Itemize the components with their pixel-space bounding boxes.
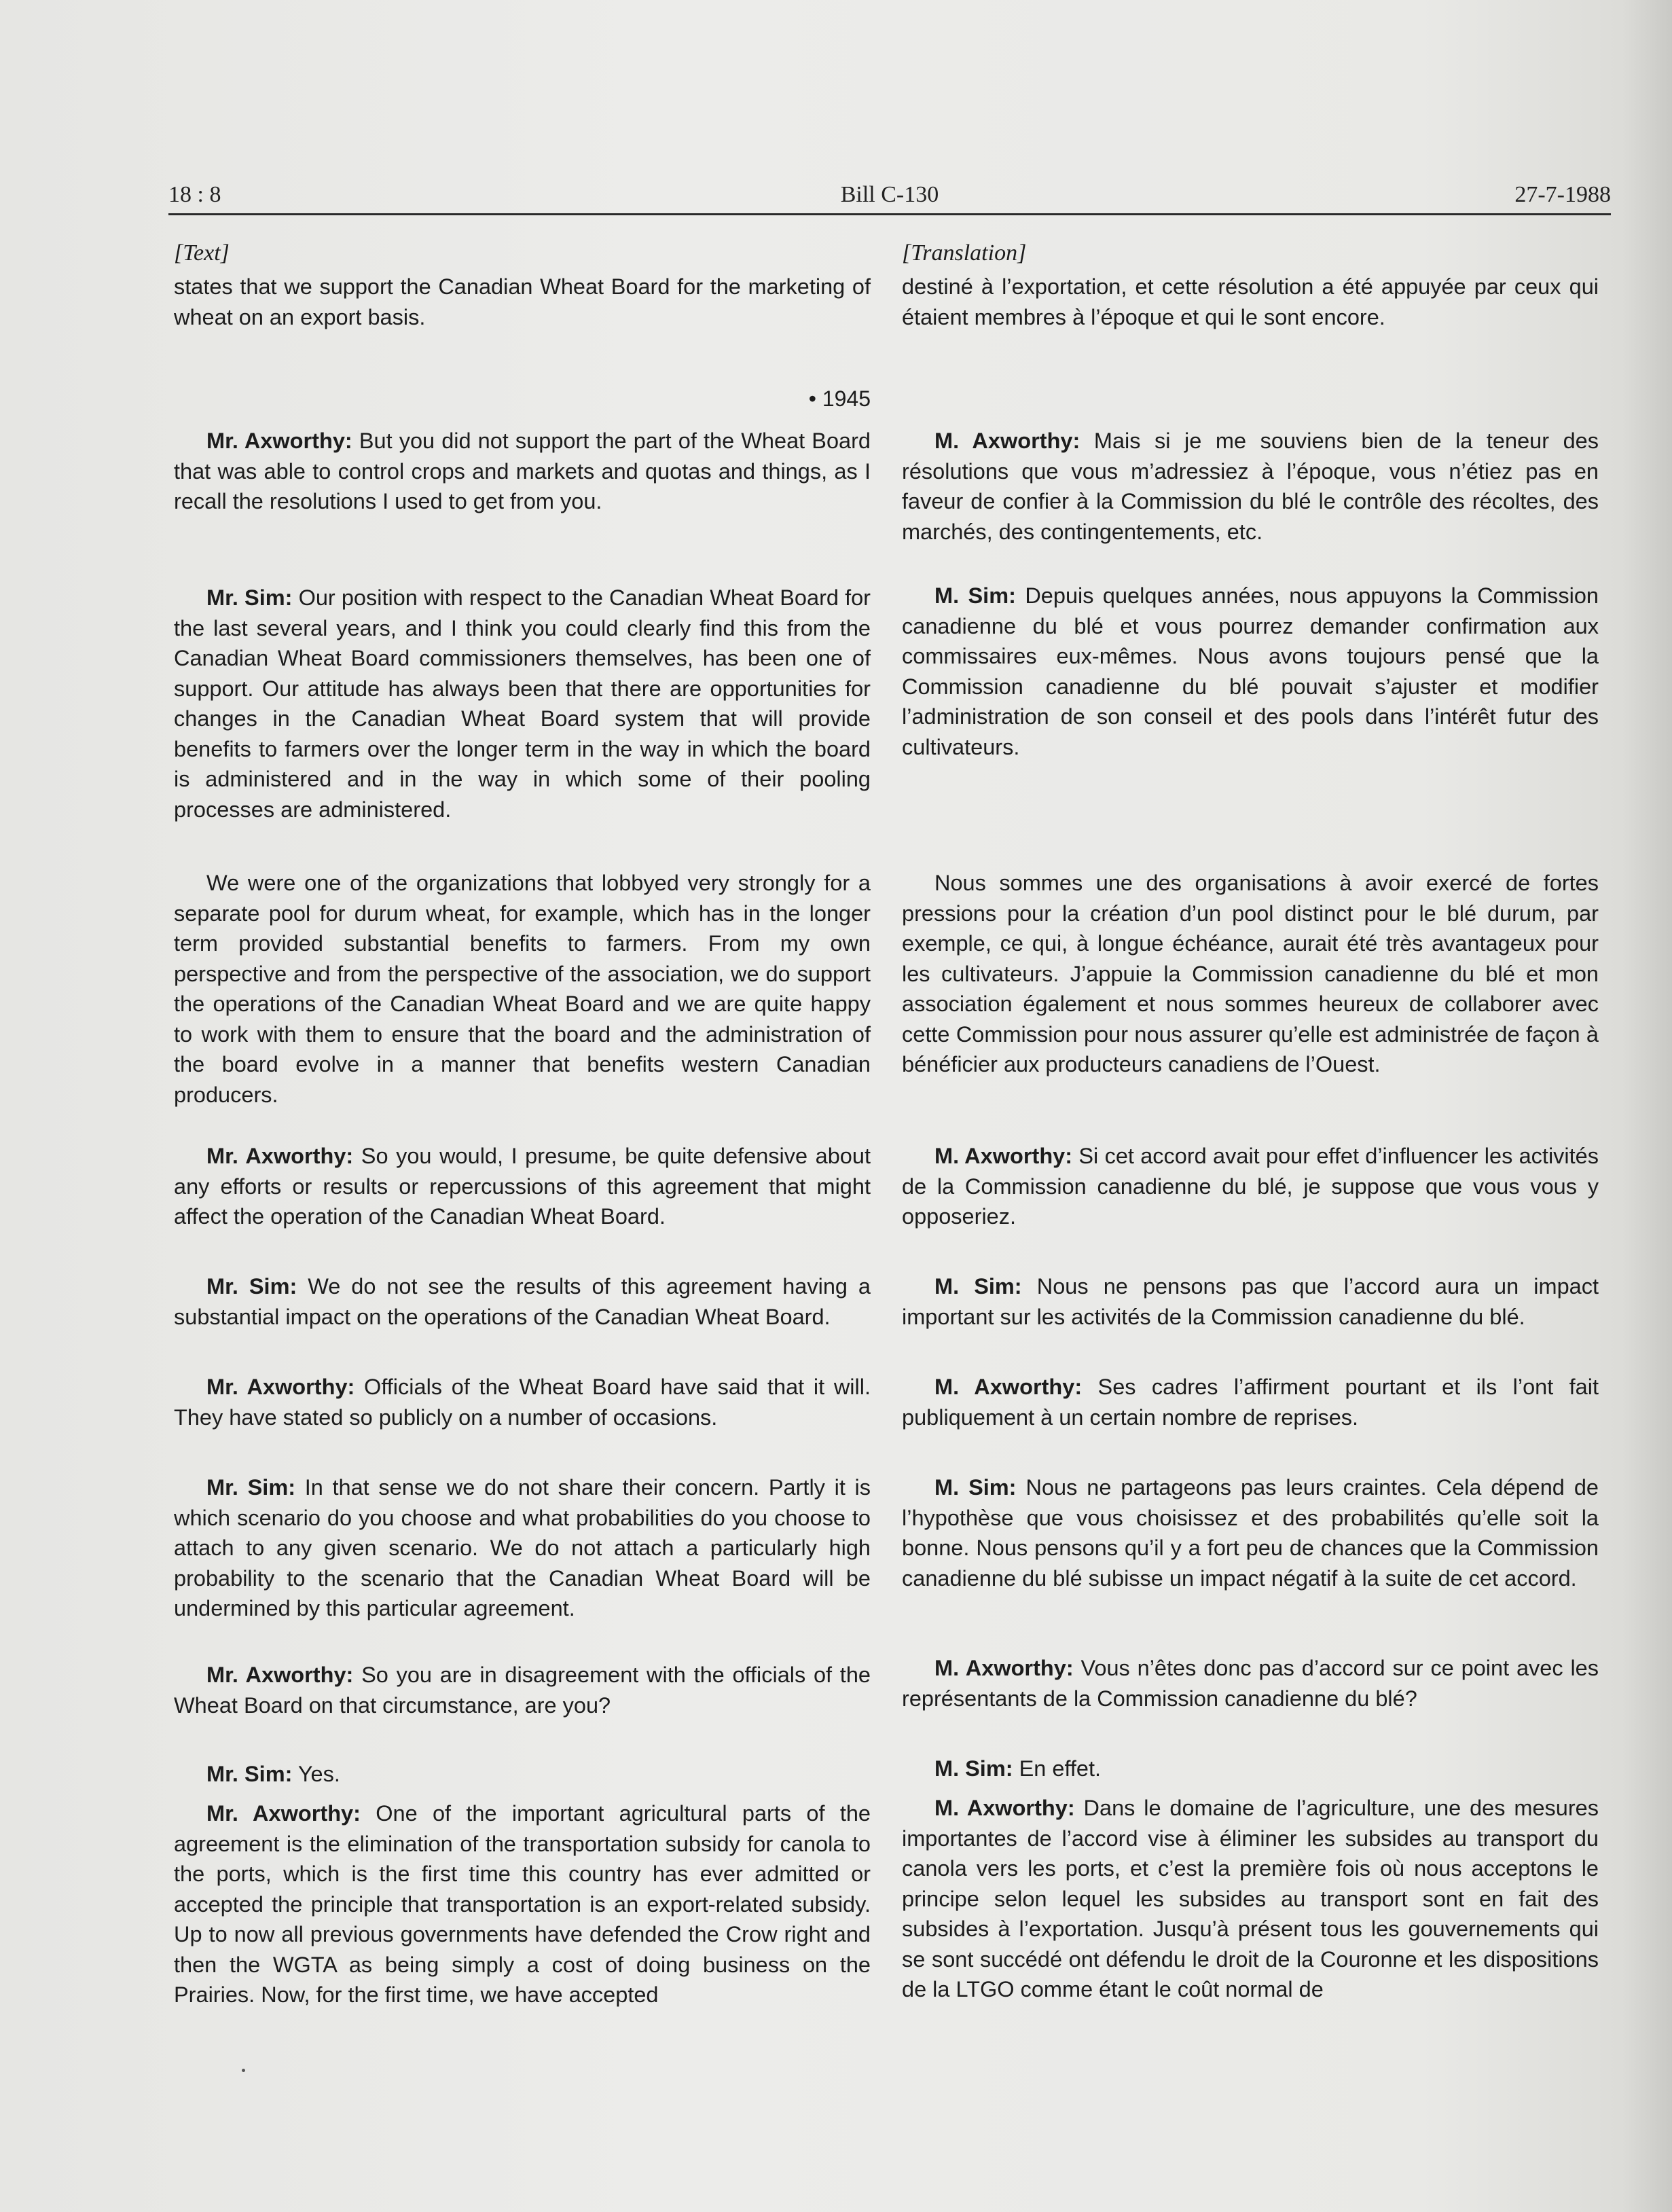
paragraph: We were one of the organizations that lobbyed very strongly for a separate pool for durum wheat, for example, which has in the longer term provided substantial benefits to farmers. From my own perspective and from the perspective of the association, we do support the operations of the Canadian Wheat Board and we are quite happy to work with them to ensure that the board and the administration of the board evolve in a manner that benefits western Canadian producers. xyxy=(174,871,871,1107)
bill-title: Bill C-130 xyxy=(840,182,939,207)
text-label: [Text] xyxy=(174,240,230,266)
speaker-name: Mr. Sim: xyxy=(206,1475,296,1500)
speaker-name: M. Sim: xyxy=(934,583,1016,608)
time-stamp: • 1945 xyxy=(808,386,871,411)
paragraph: Mr. Axworthy: One of the important agricultural parts of the agreement is the elimination of the transportation subsidy for canola to the ports, which is the first time this country has ever admitted or accepted the principle that transportation is an export-related subsidy. Up to now all previous governments have defended the Crow right and then the WGTA as being simply a cost of doing business on the Prairies. Now, for the first time, we have accepted xyxy=(174,1801,871,2007)
scan-speck xyxy=(242,2069,245,2072)
paragraph: Mr. Axworthy: Officials of the Wheat Board have said that it will. They have stated so publicly on a number of occasions. xyxy=(174,1375,871,1430)
page-header xyxy=(168,182,1611,215)
speaker-name: Mr. Axworthy: xyxy=(206,1375,355,1399)
paragraph: Mr. Sim: We do not see the results of this agreement having a substantial impact on the operations of the Canadian Wheat Board. xyxy=(174,1274,871,1329)
paragraph: M. Axworthy: Ses cadres l’affirment pourtant et ils l’ont fait publiquement à un certain nombre de reprises. xyxy=(902,1375,1599,1430)
speaker-name: Mr. Axworthy: xyxy=(206,1144,354,1168)
speaker-name: M. Sim: xyxy=(934,1475,1017,1500)
speaker-name: M. Sim: xyxy=(934,1274,1022,1299)
paragraph: Mr. Axworthy: So you are in disagreement with the officials of the Wheat Board on that circumstance, are you? xyxy=(174,1663,871,1718)
paragraph: M. Sim: Nous ne pensons pas que l’accord aura un impact important sur les activités de la Commission canadienne du blé. xyxy=(902,1274,1599,1329)
paragraph: M. Sim: Depuis quelques années, nous appuyons la Commission canadienne du blé et vous pourrez demander confirmation aux commissaires eux-mêmes. Nous avons toujours pensé que la Commission canadienne du blé pouvait s’ajuster et modifier l’administration de son conseil et des pools dans l’intérêt futur des cultivateurs. xyxy=(902,583,1599,759)
speaker-name: Mr. Axworthy: xyxy=(206,1663,354,1687)
speaker-name: M. Axworthy: xyxy=(934,1144,1073,1168)
page-number: 18 : 8 xyxy=(168,182,221,207)
paragraph: M. Axworthy: Si cet accord avait pour effet d’influencer les activités de la Commission canadienne du blé, je suppose que vous vous y opposeriez. xyxy=(902,1144,1599,1229)
paragraph: Nous sommes une des organisations à avoir exercé de fortes pressions pour la création d’un pool distinct pour le blé durum, par exemple, ce qui, à longue échéance, aurait été très avantageux pour les cultivateurs. J’appuie la Commission canadienne du blé et mon association également et nous sommes heureux de collaborer avec cette Commission pour nous assurer qu’elle est administrée de façon à bénéficier aux producteurs canadiens de l’Ouest. xyxy=(902,871,1599,1076)
paragraph: M. Axworthy: Dans le domaine de l’agriculture, une des mesures importantes de l’accord vise à éliminer les subsides au transport du canola vers les ports, et c’est la première fois où nous acceptons le principe selon lequel les subsides au transport sont en fait des subsides à l’exportation. Jusqu’à présent tous les gouvernements qui se sont succédé ont défendu le droit de la Couronne et les dispositions de la LTGO comme étant le coût normal de xyxy=(902,1796,1599,2001)
paragraph: Mr. Axworthy: So you would, I presume, be quite defensive about any efforts or results or repercussions of this agreement that might affect the operation of the Canadian Wheat Board. xyxy=(174,1144,871,1229)
paragraph: Mr. Sim: Our position with respect to the Canadian Wheat Board for the last several years, and I think you could clearly find this from the Canadian Wheat Board commissioners themselves, has been one of support. Our attitude has always been that there are opportunities for changes in the Canadian Wheat Board system that will provide benefits to farmers over the longer term in the way in which the board is administered and in the way in which some of their pooling processes are administered. xyxy=(174,585,871,822)
sitting-date: 27-7-1988 xyxy=(1514,182,1611,207)
paragraph: M. Sim: En effet. xyxy=(934,1756,1102,1781)
paragraph: M. Axworthy: Vous n’êtes donc pas d’accord sur ce point avec les représentants de la Commission canadienne du blé? xyxy=(902,1656,1599,1711)
paragraph: M. Axworthy: Mais si je me souviens bien de la teneur des résolutions que vous m’adressiez à l’époque, vous n’étiez pas en faveur de confier à la Commission du blé le contrôle des récoltes, des marchés, des contingentements, etc. xyxy=(902,429,1599,544)
translation-label: [Translation] xyxy=(902,240,1027,266)
paragraph: Mr. Sim: In that sense we do not share their concern. Partly it is which scenario do you choose and what probabilities do you choose to attach to any given scenario. We do not attach a particularly high probability to the scenario that the Canadian Wheat Board will be undermined by this particular agreement. xyxy=(174,1475,871,1620)
speaker-name: Mr. Sim: xyxy=(206,585,293,610)
paragraph: Mr. Sim: Yes. xyxy=(206,1762,340,1786)
header-rule xyxy=(168,213,1611,215)
speaker-name: M. Axworthy: xyxy=(934,429,1080,453)
paragraph: Mr. Axworthy: But you did not support the part of the Wheat Board that was able to control crops and markets and quotas and things, as I recall the resolutions I used to get from you. xyxy=(174,429,871,513)
speaker-name: Mr. Sim: xyxy=(206,1274,297,1299)
speaker-name: Mr. Axworthy: xyxy=(206,429,352,453)
paragraph: destiné à l’exportation, et cette résolution a été appuyée par ceux qui étaient membres à l’époque et qui le sont encore. xyxy=(902,274,1599,329)
paragraph: M. Sim: Nous ne partageons pas leurs craintes. Cela dépend de l’hypothèse que vous choisissez et des probabilités qu’elle soit la bonne. Nous pensons qu’il y a fort peu de chances que la Commission canadienne du blé subisse un impact négatif à la suite de cet accord. xyxy=(902,1475,1599,1591)
speaker-name: M. Sim: xyxy=(934,1756,1013,1781)
paragraph: states that we support the Canadian Wheat Board for the marketing of wheat on an export basis. xyxy=(174,274,871,329)
speaker-name: Mr. Axworthy: xyxy=(206,1801,361,1826)
speaker-name: M. Axworthy: xyxy=(934,1656,1074,1680)
speaker-name: Mr. Sim: xyxy=(206,1762,293,1786)
speaker-name: M. Axworthy: xyxy=(934,1375,1083,1399)
speaker-name: M. Axworthy: xyxy=(934,1796,1075,1820)
